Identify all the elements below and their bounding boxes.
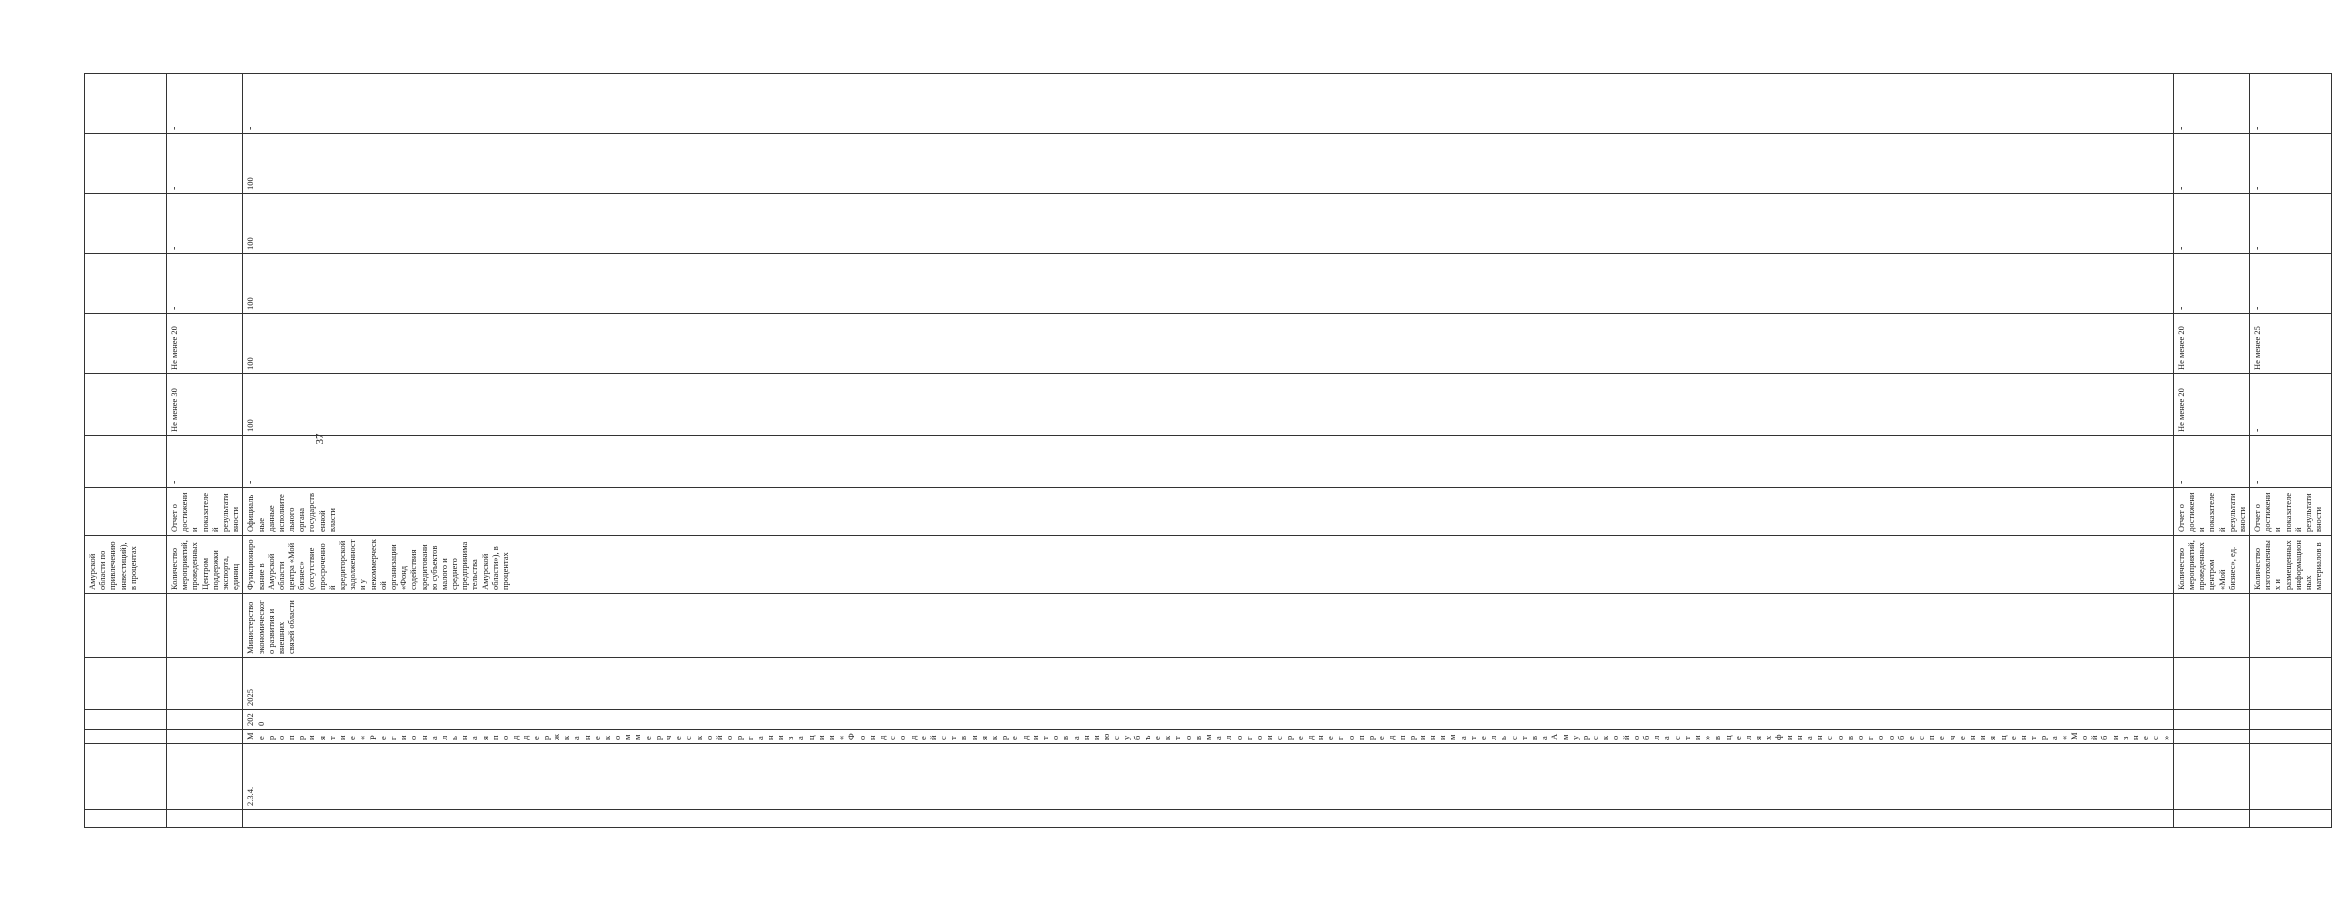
cell-year-start: 2020: [243, 710, 2173, 730]
cell-executor: Министерство экономического развития и внешних связей области: [243, 594, 2173, 658]
cell-v2024: -: [2250, 134, 2332, 194]
cell-base: -: [167, 436, 243, 488]
table-row: [2173, 74, 2249, 828]
page-number: 37: [314, 433, 326, 445]
cell-executor: [85, 594, 167, 658]
cell-v2021: 100: [243, 314, 2173, 374]
cell-source: Отчет о достижении показателей результативности: [2173, 488, 2249, 536]
cell-executor: [167, 594, 243, 658]
cell-v2021: Не менее 25: [2250, 314, 2332, 374]
cell-v2025: -: [2250, 74, 2332, 134]
cell-year-end: [2173, 658, 2249, 710]
cell-v2020: Не менее 20: [2173, 374, 2249, 436]
cell-v2023: 100: [243, 194, 2173, 254]
cell-v2021: Не менее 20: [2173, 314, 2249, 374]
cell-indicator: Количество мероприятий, проведенных центром «Мой бизнес», ед.: [2173, 536, 2249, 594]
cell-v2020: Не менее 30: [167, 374, 243, 436]
cell-v2025: [85, 74, 167, 134]
cell-v2025: -: [167, 74, 243, 134]
cell-year-start: [2250, 710, 2332, 730]
blank-cell: [167, 810, 243, 828]
cell-indicator: Функционирование в Амурской области центра «Мой бизнес» (отсутствие просроченной кредиторской задолженности у некоммерческой организации «Фонд содействия кредитованию субъектов малого и среднего предпринимательства Амурской области»), в процентах: [243, 536, 2173, 594]
cell-base: -: [2250, 436, 2332, 488]
cell-name: [2250, 730, 2332, 744]
blank-cell: [85, 810, 167, 828]
blank-cell: [2250, 810, 2332, 828]
cell-v2023: -: [2250, 194, 2332, 254]
cell-v2024: -: [167, 134, 243, 194]
cell-year-end: [85, 658, 167, 710]
cell-source: Официальные данные исполнительного органа государственной власти: [243, 488, 2173, 536]
table-row: [243, 74, 2173, 828]
cell-base: -: [243, 436, 2173, 488]
cell-num: [2173, 744, 2249, 810]
cell-base: [85, 436, 167, 488]
cell-num: [2250, 744, 2332, 810]
cell-year-start: [2173, 710, 2249, 730]
cell-v2025: -: [243, 74, 2173, 134]
cell-year-start: [85, 710, 167, 730]
cell-year-start: [167, 710, 243, 730]
blank-cell: [2173, 810, 2249, 828]
cell-v2020: 100: [243, 374, 2173, 436]
cell-v2022: [85, 254, 167, 314]
cell-v2023: -: [2173, 194, 2249, 254]
cell-source: [85, 488, 167, 536]
cell-name: [2173, 730, 2249, 744]
table-container: [84, 74, 2324, 828]
cell-v2022: -: [2173, 254, 2249, 314]
table-row: [167, 74, 243, 828]
cell-year-end: 2025: [243, 658, 2173, 710]
cell-source: Отчет о достижении показателей результативности: [2250, 488, 2332, 536]
cell-v2024: -: [2173, 134, 2249, 194]
cell-v2025: -: [2173, 74, 2249, 134]
cell-num: [167, 744, 243, 810]
cell-v2020: -: [2250, 374, 2332, 436]
cell-v2022: -: [167, 254, 243, 314]
cell-num: [85, 744, 167, 810]
cell-year-end: [167, 658, 243, 710]
blank-cell: [243, 810, 2173, 828]
cell-base: -: [2173, 436, 2249, 488]
cell-indicator: Количество изготовленных и размещенных информационных материалов в: [2250, 536, 2332, 594]
cell-executor: [2250, 594, 2332, 658]
cell-v2022: 100: [243, 254, 2173, 314]
cell-num: 2.3.4.: [243, 744, 2173, 810]
cell-source: Отчет о достижении показателей результативности: [167, 488, 243, 536]
cell-year-end: [2250, 658, 2332, 710]
cell-v2023: -: [167, 194, 243, 254]
indicators-table: [84, 73, 2332, 828]
table-row: [2250, 74, 2332, 828]
cell-v2024: [85, 134, 167, 194]
cell-indicator: Амурской области по привлечению инвестиций), в процентах: [85, 536, 167, 594]
cell-v2022: -: [2250, 254, 2332, 314]
cell-v2024: 100: [243, 134, 2173, 194]
cell-v2020: [85, 374, 167, 436]
cell-name: Мероприятие «Региональная поддержка некоммерческой организации «Фонд содействия кредитованию субъектов малого и среднего предпринимательства Амурской области» в целях финансового обеспечения центра «Мой бизнес»: [243, 730, 2173, 744]
cell-name: [167, 730, 243, 744]
cell-v2021: Не менее 20: [167, 314, 243, 374]
cell-executor: [2173, 594, 2249, 658]
cell-indicator: Количество мероприятий, проведенных Центром поддержки экспорта, единиц: [167, 536, 243, 594]
table-row: [85, 74, 167, 828]
cell-name: [85, 730, 167, 744]
cell-v2021: [85, 314, 167, 374]
cell-v2023: [85, 194, 167, 254]
